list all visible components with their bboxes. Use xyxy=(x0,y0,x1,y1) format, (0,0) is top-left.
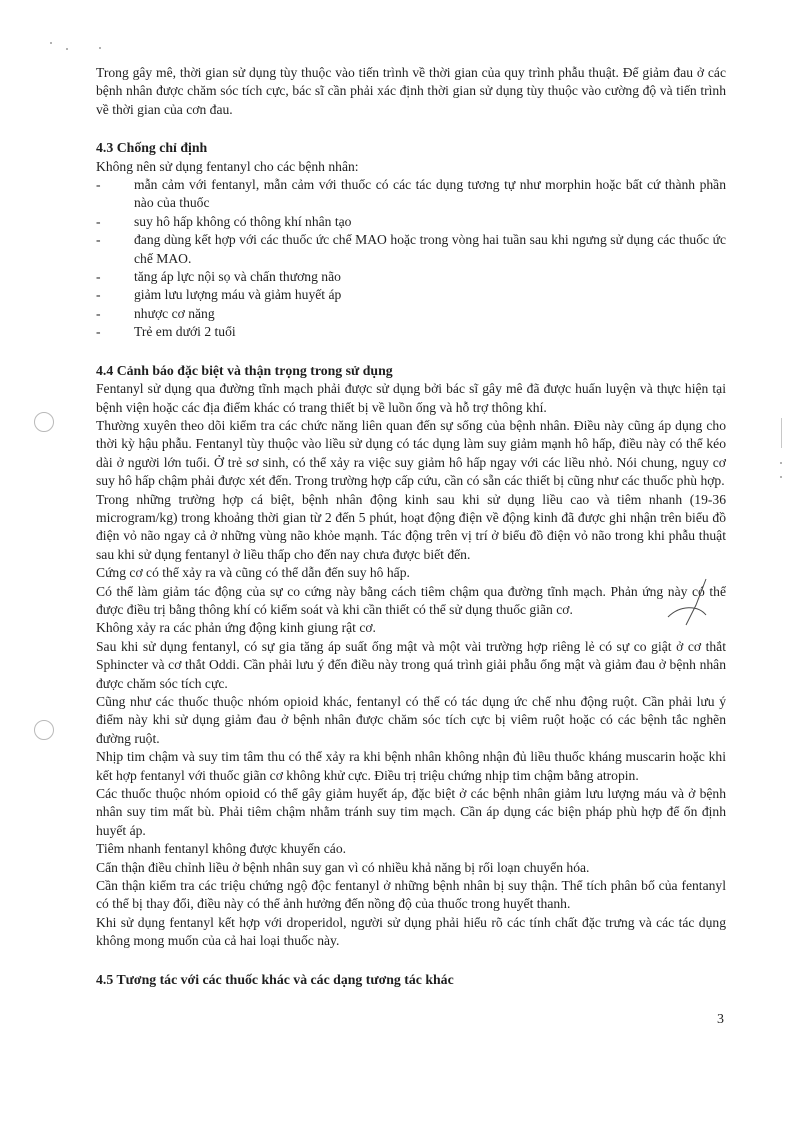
section-heading: 4.5 Tương tác với các thuốc khác và các dạng tương tác khác xyxy=(96,971,454,987)
list-item-text: Trẻ em dưới 2 tuổi xyxy=(134,324,236,340)
list-item xyxy=(96,213,726,231)
contraindication-list xyxy=(96,176,726,342)
paragraph: Không nên sử dụng fentanyl cho các bệnh nhân: xyxy=(96,158,359,174)
paragraph: Sau khi sử dụng fentanyl, có sự gia tăng áp suất ống mật và một vài trường hợp riêng lẻ có sự co giật ở cơ thắt Sphincter và cơ thắt Oddi. Cần phải lưu ý đến điều này trong quá trình giải phẫu ống mật và giảm đau ở bệnh nhân được chăm sóc tích cực. xyxy=(96,638,726,691)
page-number: 3 xyxy=(717,1012,724,1027)
list-item-text: đang dùng kết hợp với các thuốc ức chế MAO hoặc trong vòng hai tuần sau khi ngưng sử dụng các thuốc ức chế MAO. xyxy=(134,232,726,266)
list-item xyxy=(96,268,726,286)
paragraph: Thường xuyên theo dõi kiểm tra các chức năng liên quan đến sự sống của bệnh nhân. Điều này cũng áp dụng cho thời kỳ hậu phẫu. Fentanyl tùy thuộc vào liều sử dụng có tác dụng làm suy giảm mạnh hô hấp, điều này có thể kéo dài ở người lớn tuổi. Ở trẻ sơ sinh, có thể xảy ra việc suy giảm hô hấp ngay với các liều nhỏ. Nói chung, nguy cơ suy hô hấp chậm phải được xét đến. Trong trường hợp cấp cứu, cần có sẵn các thiết bị cũng như các thuốc phù hợp. xyxy=(96,417,726,489)
dash-bullet: - xyxy=(96,305,101,321)
section-interactions xyxy=(96,971,726,989)
list-item-text: tăng áp lực nội sọ và chấn thương não xyxy=(134,269,341,285)
paragraph: Cứng cơ có thể xảy ra và cũng có thể dẫn đến suy hô hấp. xyxy=(96,565,410,581)
paragraph: Khi sử dụng fentanyl kết hợp với droperidol, người sử dụng phải hiểu rõ các tính chất đặc trưng và các tác dụng không mong muốn của cả hai loại thuốc này. xyxy=(96,914,726,949)
list-item xyxy=(96,176,726,213)
margin-line xyxy=(781,418,782,448)
dash-bullet: - xyxy=(96,232,101,248)
dash-bullet: - xyxy=(96,287,101,303)
intro-section xyxy=(96,64,726,119)
dash-bullet: - xyxy=(96,213,101,229)
paragraph: Cần thận kiểm tra các triệu chứng ngộ độc fentanyl ở những bệnh nhân bị suy thận. Thể tích phân bố của fentanyl có thể bị thay đổi, điều này có thể ảnh hưởng đến nồng độ của thuốc trong huyết thanh. xyxy=(96,878,726,912)
list-item-text: giảm lưu lượng máu và giảm huyết áp xyxy=(134,287,342,303)
list-item-text: suy hô hấp không có thông khí nhân tạo xyxy=(134,213,352,229)
list-item xyxy=(96,231,726,268)
scan-speck xyxy=(780,462,782,464)
dash-bullet: - xyxy=(96,324,101,340)
dash-bullet: - xyxy=(96,269,101,285)
paragraph: Tiêm nhanh fentanyl không được khuyến cáo. xyxy=(96,841,347,857)
list-item-text: mẫn cảm với fentanyl, mẫn cảm với thuốc có các tác dụng tương tự như morphin hoặc bất cứ thành phần nào của thuốc xyxy=(134,177,726,211)
list-item xyxy=(96,323,726,341)
document-body xyxy=(96,64,726,989)
list-item-text: nhược cơ năng xyxy=(134,305,215,321)
section-heading: 4.4 Cảnh báo đặc biệt và thận trọng trong sử dụng xyxy=(96,362,393,378)
paragraph: Nhịp tim chậm và suy tim tâm thu có thể xảy ra khi bệnh nhân không nhận đủ liều thuốc kháng muscarin hoặc khi kết hợp fentanyl với thuốc giãn cơ không khử cực. Điều trị triệu chứng nhịp tim chậm bằng atropin. xyxy=(96,749,726,783)
paragraph: Trong gây mê, thời gian sử dụng tùy thuộc vào tiến trình về thời gian của quy trình phẫu thuật. Để giảm đau ở các bệnh nhân được chăm sóc tích cực, bác sĩ cần phải xác định thời gian sử dụng tùy thuộc vào cường độ và tiến trình về thời gian của cơn đau. xyxy=(96,65,726,117)
paragraph: Cũng như các thuốc thuộc nhóm opioid khác, fentanyl có thể có tác dụng ức chế nhu động ruột. Cần phải lưu ý điểm này khi sử dụng giảm đau ở bệnh nhân được chăm sóc tích cực bị viêm ruột hoặc có các bệnh tắc nghẽn đường ruột. xyxy=(96,694,726,746)
scan-speck xyxy=(99,47,101,49)
punch-hole xyxy=(34,720,54,740)
paragraph: Có thể làm giảm tác động của sự co cứng này bằng cách tiêm chậm qua đường tĩnh mạch. Phản ứng này có thể được điều trị bằng thông khí có kiểm soát và khi cần thiết có thể sử dụng thuốc giãn cơ. xyxy=(96,583,726,617)
list-item xyxy=(96,305,726,323)
section-warnings-precautions xyxy=(96,362,726,951)
punch-hole xyxy=(34,412,54,432)
scan-speck xyxy=(780,476,782,478)
paragraph: Các thuốc thuộc nhóm opioid có thể gây giảm huyết áp, đặc biệt ở các bệnh nhân giảm lưu lượng máu và ở bệnh nhân suy tim mất bù. Phải tiêm chậm nhằm tránh suy tim mạch. Cần áp dụng các biện pháp phù hợp để ổn định huyết áp. xyxy=(96,786,726,838)
paragraph: Không xảy ra các phản ứng động kinh giung rật cơ. xyxy=(96,620,376,636)
paragraph: Cẩn thận điều chỉnh liều ở bệnh nhân suy gan vì có nhiều khả năng bị rối loạn chuyển hóa. xyxy=(96,859,590,875)
paragraph: Fentanyl sử dụng qua đường tĩnh mạch phải được sử dụng bởi bác sĩ gây mê đã được huấn luyện và thực hiện tại bệnh viện hoặc các địa điểm khác có trang thiết bị về luồn ống và hỗ trợ thông khí. xyxy=(96,381,726,415)
scan-speck xyxy=(66,48,68,50)
scan-speck xyxy=(50,42,52,44)
list-item xyxy=(96,286,726,304)
paragraph: Trong những trường hợp cá biệt, bệnh nhân động kinh sau khi sử dụng liều cao và tiêm nhanh (19-36 microgram/kg) trong khoảng thời gian từ 2 đến 5 phút, hoạt động điện về động kinh đã được ghi nhận trên biểu đồ điện vỏ não ngay cả ở những vùng não khỏe mạnh. Tác động trên vị trí ở biểu đồ điện vỏ não trong khi phẫu thuật sau khi sử dụng fentanyl ở liều thấp cho đến nay chưa được biết đến. xyxy=(96,491,726,562)
dash-bullet: - xyxy=(96,177,101,193)
section-contraindications xyxy=(96,139,726,341)
section-heading: 4.3 Chống chỉ định xyxy=(96,140,208,156)
